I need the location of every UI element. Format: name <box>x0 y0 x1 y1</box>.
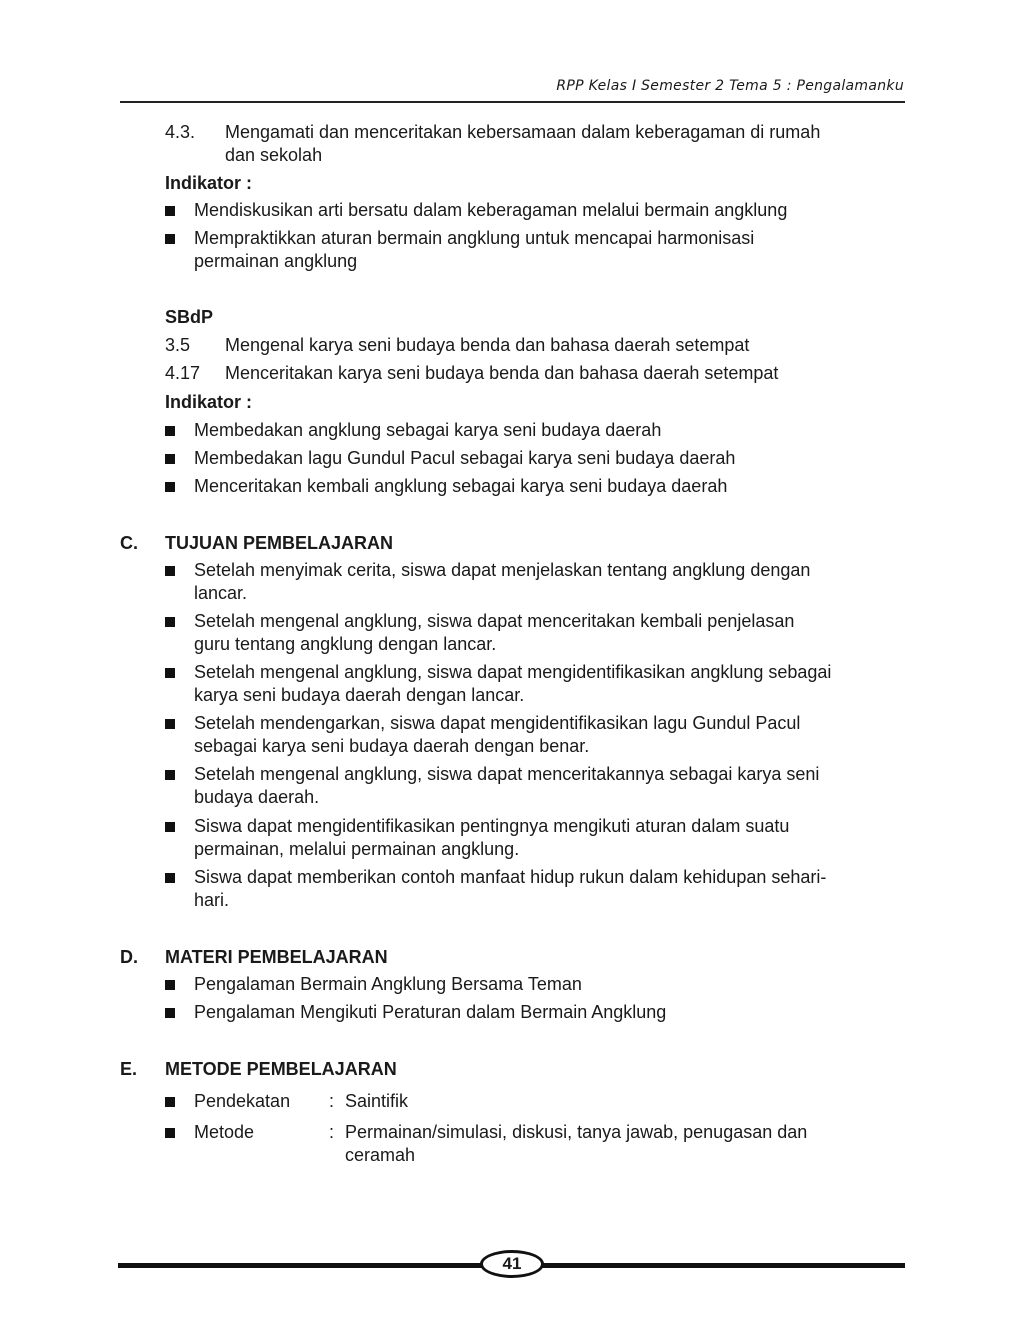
section-title: TUJUAN PEMBELAJARAN <box>165 533 394 553</box>
square-bullet-icon <box>165 617 175 627</box>
objective-item-cont: guru tentang angklung dengan lancar. <box>194 634 497 654</box>
square-bullet-icon <box>165 719 175 729</box>
objective-item: Setelah mendengarkan, siswa dapat mengidentifikasikan lagu Gundul Pacul <box>194 713 801 733</box>
indikator-item: Menceritakan kembali angklung sebagai karya seni budaya daerah <box>194 476 728 496</box>
square-bullet-icon <box>165 822 175 832</box>
square-bullet-icon <box>165 234 175 244</box>
square-bullet-icon <box>165 566 175 576</box>
indikator-heading: Indikator : <box>165 173 253 193</box>
method-label: Metode <box>194 1122 255 1142</box>
square-bullet-icon <box>165 482 175 492</box>
square-bullet-icon <box>165 1097 175 1107</box>
method-value: Permainan/simulasi, diskusi, tanya jawab, penugasan dan <box>345 1122 808 1142</box>
square-bullet-icon <box>165 668 175 678</box>
material-item: Pengalaman Bermain Angklung Bersama Teman <box>194 974 582 994</box>
objective-item-cont: karya seni budaya daerah dengan lancar. <box>194 685 525 705</box>
objective-item: Setelah mengenal angklung, siswa dapat menceritakannya sebagai karya seni <box>194 764 820 784</box>
square-bullet-icon <box>165 1128 175 1138</box>
material-item: Pengalaman Mengikuti Peraturan dalam Bermain Angklung <box>194 1002 667 1022</box>
square-bullet-icon <box>165 770 175 780</box>
section-title: MATERI PEMBELAJARAN <box>165 947 388 967</box>
section-letter: E. <box>120 1059 138 1079</box>
indikator-item: Mendiskusikan arti bersatu dalam keberagaman melalui bermain angklung <box>194 200 788 220</box>
objective-item-cont: budaya daerah. <box>194 787 320 807</box>
indikator-heading: Indikator : <box>165 392 253 412</box>
subject-heading: SBdP <box>165 307 214 327</box>
method-separator: : <box>329 1122 335 1142</box>
objective-item: Setelah mengenal angklung, siswa dapat mengidentifikasikan angklung sebagai <box>194 662 832 682</box>
kd-text: Mengamati dan menceritakan kebersamaan dalam keberagaman di rumah <box>225 122 821 142</box>
square-bullet-icon <box>165 1008 175 1018</box>
kd-text: Mengenal karya seni budaya benda dan bahasa daerah setempat <box>225 335 750 355</box>
indikator-item: Mempraktikkan aturan bermain angklung untuk mencapai harmonisasi <box>194 228 755 248</box>
section-title: METODE PEMBELAJARAN <box>165 1059 397 1079</box>
section-letter: C. <box>120 533 138 553</box>
square-bullet-icon <box>165 873 175 883</box>
kd-text: Menceritakan karya seni budaya benda dan bahasa daerah setempat <box>225 363 779 383</box>
objective-item: Setelah menyimak cerita, siswa dapat menjelaskan tentang angklung dengan <box>194 560 811 580</box>
page-number: 41 <box>502 1254 522 1273</box>
objective-item: Setelah mengenal angklung, siswa dapat menceritakan kembali penjelasan <box>194 611 795 631</box>
kd-text-cont: dan sekolah <box>225 145 323 165</box>
indikator-item-cont: permainan angklung <box>194 251 358 271</box>
objective-item: Siswa dapat mengidentifikasikan pentingnya mengikuti aturan dalam suatu <box>194 816 790 836</box>
running-header: RPP Kelas I Semester 2 Tema 5 : Pengalamanku <box>556 78 904 94</box>
kd-number: 4.3. <box>165 122 196 142</box>
footer-rule-right <box>540 1263 905 1268</box>
objective-item-cont: permainan, melalui permainan angklung. <box>194 839 520 859</box>
indikator-item: Membedakan angklung sebagai karya seni budaya daerah <box>194 420 662 440</box>
kd-number: 4.17 <box>165 363 201 383</box>
method-label: Pendekatan <box>194 1091 291 1111</box>
indikator-item: Membedakan lagu Gundul Pacul sebagai karya seni budaya daerah <box>194 448 736 468</box>
square-bullet-icon <box>165 454 175 464</box>
section-letter: D. <box>120 947 138 967</box>
square-bullet-icon <box>165 426 175 436</box>
footer-rule-left <box>118 1263 484 1268</box>
method-value-cont: ceramah <box>345 1145 416 1165</box>
header-rule <box>120 101 905 103</box>
objective-item-cont: lancar. <box>194 583 248 603</box>
method-separator: : <box>329 1091 335 1111</box>
method-value: Saintifik <box>345 1091 409 1111</box>
objective-item-cont: sebagai karya seni budaya daerah dengan benar. <box>194 736 590 756</box>
square-bullet-icon <box>165 206 175 216</box>
kd-number: 3.5 <box>165 335 191 355</box>
objective-item-cont: hari. <box>194 890 230 910</box>
square-bullet-icon <box>165 980 175 990</box>
objective-item: Siswa dapat memberikan contoh manfaat hidup rukun dalam kehidupan sehari- <box>194 867 827 887</box>
